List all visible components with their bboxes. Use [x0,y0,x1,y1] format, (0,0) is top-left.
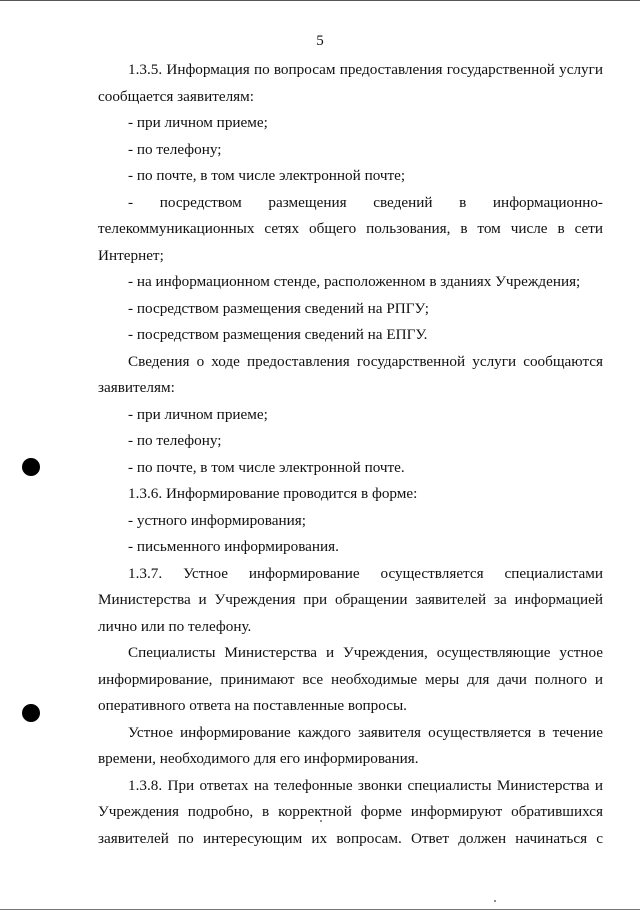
paragraph: - на информационном стенде, расположенном в зданиях Учреждения; [128,273,581,290]
paragraph: Сведения о ходе предоставления государственной услуги сообщаются заявителям: [98,352,603,396]
paragraph: 1.3.7. Устное информирование осуществляется специалистами Министерства и Учреждения при обращении заявителей за информацией лично или по телефону. [98,564,603,635]
paragraph: 1.3.8. При ответах на телефонные звонки специалисты Министерства и Учреждения подробно, в корректной форме информируют обратившихся заявителей по интересующим их вопросам. Ответ должен начинаться с [98,776,603,847]
paragraph: - устного информирования; [128,511,306,529]
paragraph: - посредством размещения сведений на ЕПГУ. [128,326,428,343]
paragraph: - посредством размещения сведений на РПГУ; [128,299,429,317]
paragraph: 1.3.5. Информация по вопросам предоставления государственной услуги сообщается заявителям: [98,61,603,105]
paragraph: - письменного информирования. [128,538,339,555]
punch-hole-upper [22,458,40,476]
paragraph: - посредством размещения сведений в информационно-телекоммуникационных сетях общего пользования, в том числе в сети Интернет; [98,193,603,264]
paragraph: - по почте, в том числе электронной почте. [128,458,405,476]
page-number: 5 [316,33,324,49]
paragraph: Устное информирование каждого заявителя осуществляется в течение времени, необходимого для его информирования. [98,723,603,767]
paragraph: - по телефону; [128,432,222,449]
paragraph: - по почте, в том числе электронной почте; [128,167,406,184]
paragraph: - при личном приеме; [128,405,268,423]
scan-top-edge [0,0,640,1]
scan-speck [494,900,496,902]
document-body [98,57,603,852]
scan-bottom-edge [0,909,640,910]
paragraph: - по телефону; [128,140,222,158]
punch-hole-lower [22,704,40,722]
scan-speck [320,820,322,822]
paragraph: 1.3.6. Информирование проводится в форме: [128,485,418,502]
paragraph: Специалисты Министерства и Учреждения, осуществляющие устное информирование, принимают все необходимые меры для дачи полного и оперативного ответа на поставленные вопросы. [98,644,603,714]
paragraph: - при личном приеме; [128,114,268,131]
